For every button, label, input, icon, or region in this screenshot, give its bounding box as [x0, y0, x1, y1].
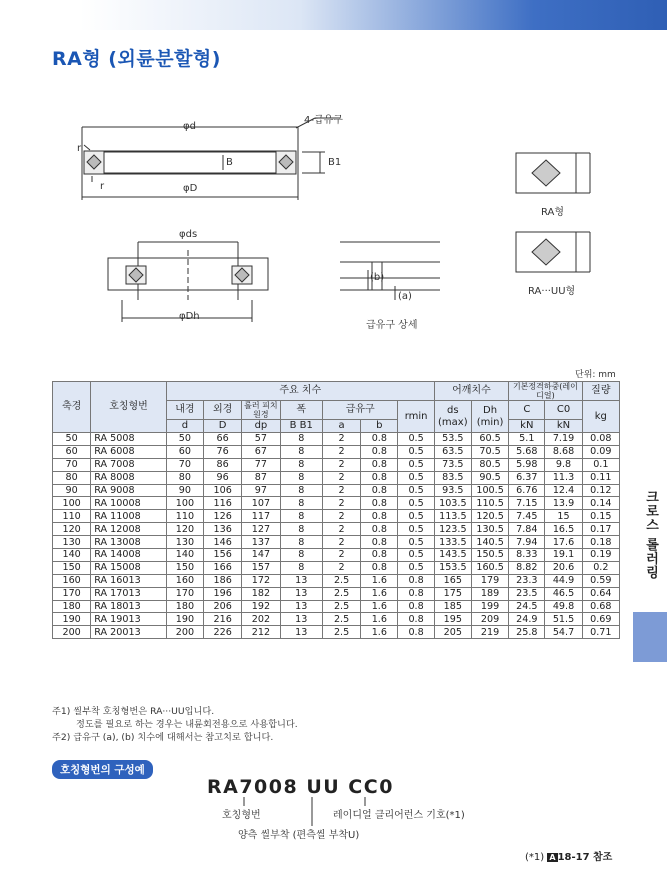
col-load-rating: 기본정격하중(레이디얼): [509, 382, 582, 401]
col-inner: 내경: [166, 401, 203, 420]
table-cell: 90: [53, 484, 91, 497]
table-cell: 130: [53, 536, 91, 549]
table-cell: 160.5: [471, 561, 508, 574]
table-cell: 123.5: [434, 523, 471, 536]
col-kg: kg: [582, 401, 619, 433]
table-cell: 153.5: [434, 561, 471, 574]
table-cell: 5.1: [509, 433, 545, 446]
col-mass: 질량: [582, 382, 619, 401]
table-cell: 60: [166, 445, 203, 458]
table-cell: 0.11: [582, 471, 619, 484]
col-rmin: rmin: [398, 401, 434, 433]
label-ra-type: RA형: [541, 207, 565, 218]
table-cell: 140: [53, 549, 91, 562]
table-cell: 44.9: [545, 574, 582, 587]
table-cell: 212: [242, 626, 280, 639]
side-tab-marker: [633, 612, 667, 662]
table-cell: 50: [166, 433, 203, 446]
table-row: [53, 510, 620, 523]
designation-model-label: 호칭형번: [222, 810, 261, 821]
label-phi-d: φd: [183, 121, 196, 132]
table-cell: 80: [53, 471, 91, 484]
table-cell: 7.94: [509, 536, 545, 549]
col-pitch: 롤러 피치 원경: [242, 401, 280, 420]
col-C: C: [509, 401, 545, 420]
col-b: b: [361, 420, 398, 433]
table-cell: 0.8: [361, 561, 398, 574]
table-cell: 7.45: [509, 510, 545, 523]
table-row: [53, 445, 620, 458]
table-cell: 0.14: [582, 497, 619, 510]
table-cell: 0.8: [398, 574, 434, 587]
table-cell: 0.12: [582, 484, 619, 497]
table-cell: 0.71: [582, 626, 619, 639]
table-cell: 0.8: [398, 626, 434, 639]
table-cell: 8.68: [545, 445, 582, 458]
table-cell: 8: [280, 471, 322, 484]
label-ra-uu-type: RA···UU형: [528, 286, 576, 297]
table-cell: 0.19: [582, 549, 619, 562]
table-cell: 0.8: [361, 445, 398, 458]
table-cell: 175: [434, 587, 471, 600]
side-tab-label: 크로스 롤러링: [643, 490, 658, 580]
table-cell: 73.5: [434, 458, 471, 471]
table-cell: 13: [280, 626, 322, 639]
col-ds: ds (max): [434, 401, 471, 433]
table-cell: 0.8: [361, 471, 398, 484]
table-cell: 23.3: [509, 574, 545, 587]
table-cell: 8.82: [509, 561, 545, 574]
table-cell: 80: [166, 471, 203, 484]
spec-table-body: [53, 433, 620, 639]
table-cell: 0.8: [361, 497, 398, 510]
table-row: [53, 613, 620, 626]
table-cell: 96: [204, 471, 242, 484]
table-cell: 170: [166, 587, 203, 600]
table-cell: 8: [280, 510, 322, 523]
table-cell: 0.5: [398, 536, 434, 549]
table-cell: 13.9: [545, 497, 582, 510]
table-cell: RA 9008: [91, 484, 167, 497]
table-cell: 100: [53, 497, 91, 510]
table-cell: 120: [53, 523, 91, 536]
table-cell: 200: [166, 626, 203, 639]
designation-code: RA7008 UU CC0: [207, 776, 394, 798]
table-cell: 8: [280, 536, 322, 549]
table-cell: 126: [204, 510, 242, 523]
table-cell: 137: [242, 536, 280, 549]
table-cell: 209: [471, 613, 508, 626]
note-1b: 정도를 필요로 하는 경우는 내륜회전용으로 사용합니다.: [76, 719, 298, 730]
table-cell: 0.8: [361, 458, 398, 471]
col-kN2: kN: [545, 420, 582, 433]
table-cell: 103.5: [434, 497, 471, 510]
table-row: [53, 497, 620, 510]
table-cell: 190: [166, 613, 203, 626]
table-cell: RA 15008: [91, 561, 167, 574]
table-cell: 0.8: [398, 600, 434, 613]
table-cell: 0.64: [582, 587, 619, 600]
table-cell: 8: [280, 484, 322, 497]
unit-label: 단위: mm: [575, 370, 616, 380]
table-cell: 54.7: [545, 626, 582, 639]
footnotes: [52, 705, 298, 744]
col-model-no: 호칭형번: [91, 382, 167, 433]
table-cell: 0.5: [398, 549, 434, 562]
table-cell: 2: [322, 445, 360, 458]
table-cell: 8: [280, 497, 322, 510]
table-cell: 70.5: [471, 445, 508, 458]
table-cell: 0.8: [361, 433, 398, 446]
table-cell: 0.8: [361, 549, 398, 562]
table-cell: 90: [166, 484, 203, 497]
page-reference: (*1) A 18-17 참조: [525, 852, 613, 863]
table-cell: 0.59: [582, 574, 619, 587]
table-row: [53, 574, 620, 587]
label-r-bottom: r: [100, 181, 105, 192]
table-cell: 199: [471, 600, 508, 613]
table-cell: 25.8: [509, 626, 545, 639]
table-cell: 200: [53, 626, 91, 639]
note-2: 주2) 급유구 (a), (b) 치수에 대해서는 참고치로 합니다.: [52, 732, 274, 743]
table-cell: RA 14008: [91, 549, 167, 562]
table-cell: 113.5: [434, 510, 471, 523]
table-cell: 219: [471, 626, 508, 639]
table-cell: 60.5: [471, 433, 508, 446]
table-cell: 90.5: [471, 471, 508, 484]
table-cell: RA 5008: [91, 433, 167, 446]
table-cell: 77: [242, 458, 280, 471]
col-dp: dp: [242, 420, 280, 433]
col-kN1: kN: [509, 420, 545, 433]
table-cell: 8: [280, 523, 322, 536]
table-cell: 0.5: [398, 433, 434, 446]
bearing-diagrams: [0, 0, 667, 360]
table-cell: 2.5: [322, 600, 360, 613]
table-cell: 0.17: [582, 523, 619, 536]
table-cell: 80.5: [471, 458, 508, 471]
table-cell: 143.5: [434, 549, 471, 562]
table-row: [53, 471, 620, 484]
table-cell: 6.76: [509, 484, 545, 497]
table-cell: 2.5: [322, 613, 360, 626]
table-cell: 11.3: [545, 471, 582, 484]
table-cell: 160: [53, 574, 91, 587]
table-cell: RA 16013: [91, 574, 167, 587]
table-cell: RA 17013: [91, 587, 167, 600]
table-cell: 150: [166, 561, 203, 574]
table-cell: 70: [166, 458, 203, 471]
table-cell: 2: [322, 549, 360, 562]
table-cell: 140: [166, 549, 203, 562]
table-cell: 0.8: [361, 536, 398, 549]
table-cell: 166: [204, 561, 242, 574]
col-shaft-dia: 축경: [53, 382, 91, 433]
table-cell: 57: [242, 433, 280, 446]
table-cell: 2.5: [322, 587, 360, 600]
table-cell: 2: [322, 471, 360, 484]
table-cell: 196: [204, 587, 242, 600]
table-cell: 12.4: [545, 484, 582, 497]
table-cell: 116: [204, 497, 242, 510]
designation-clearance-label: 레이디얼 클리어런스 기호(*1): [333, 810, 465, 821]
table-cell: 20.6: [545, 561, 582, 574]
table-cell: 1.6: [361, 587, 398, 600]
table-cell: 50: [53, 433, 91, 446]
table-cell: 226: [204, 626, 242, 639]
table-cell: 150: [53, 561, 91, 574]
table-cell: RA 12008: [91, 523, 167, 536]
label-oil-groove: 4-급유구: [304, 115, 343, 126]
table-cell: 70: [53, 458, 91, 471]
col-D: D: [204, 420, 242, 433]
table-cell: 66: [204, 433, 242, 446]
table-cell: 0.15: [582, 510, 619, 523]
table-cell: 2: [322, 536, 360, 549]
table-cell: 206: [204, 600, 242, 613]
table-row: [53, 433, 620, 446]
table-cell: 110: [53, 510, 91, 523]
table-cell: 5.68: [509, 445, 545, 458]
table-cell: 182: [242, 587, 280, 600]
table-cell: 1.6: [361, 574, 398, 587]
note-1: 주1) 씰부착 호칭형번은 RA···UU입니다.: [52, 706, 215, 717]
table-cell: RA 20013: [91, 626, 167, 639]
table-cell: 140.5: [471, 536, 508, 549]
table-row: [53, 536, 620, 549]
table-cell: 23.5: [509, 587, 545, 600]
table-cell: RA 6008: [91, 445, 167, 458]
table-cell: 130.5: [471, 523, 508, 536]
table-cell: RA 19013: [91, 613, 167, 626]
label-phi-D: φD: [183, 183, 198, 194]
designation-seal-label: 양측 씰부착 (편측씰 부착U): [238, 830, 360, 841]
label-b: (b): [370, 272, 385, 283]
table-row: [53, 484, 620, 497]
table-cell: 100.5: [471, 484, 508, 497]
table-cell: 2: [322, 523, 360, 536]
table-cell: 0.8: [361, 484, 398, 497]
designation-badge: 호칭형번의 구성예: [52, 760, 153, 779]
table-cell: 0.68: [582, 600, 619, 613]
table-cell: 0.2: [582, 561, 619, 574]
col-BB1: B B1: [280, 420, 322, 433]
table-cell: 46.5: [545, 587, 582, 600]
table-cell: 0.69: [582, 613, 619, 626]
table-cell: RA 7008: [91, 458, 167, 471]
table-row: [53, 523, 620, 536]
table-cell: 0.5: [398, 458, 434, 471]
table-cell: 19.1: [545, 549, 582, 562]
table-cell: 192: [242, 600, 280, 613]
table-cell: 165: [434, 574, 471, 587]
table-cell: 8.33: [509, 549, 545, 562]
page-title: RA형 (외륜분할형): [52, 48, 221, 70]
col-C0: C0: [545, 401, 582, 420]
table-cell: 0.5: [398, 561, 434, 574]
table-cell: RA 10008: [91, 497, 167, 510]
table-cell: 180: [166, 600, 203, 613]
table-cell: 157: [242, 561, 280, 574]
table-cell: 0.8: [398, 587, 434, 600]
table-cell: 136: [204, 523, 242, 536]
table-cell: 133.5: [434, 536, 471, 549]
table-cell: 0.18: [582, 536, 619, 549]
table-cell: 110: [166, 510, 203, 523]
table-cell: 17.6: [545, 536, 582, 549]
page-ref-icon: A: [549, 853, 556, 862]
table-cell: 8: [280, 458, 322, 471]
table-cell: 0.8: [361, 523, 398, 536]
col-main-dims: 주요 치수: [166, 382, 434, 401]
table-cell: 13: [280, 574, 322, 587]
table-cell: 6.37: [509, 471, 545, 484]
table-cell: 2: [322, 561, 360, 574]
label-phi-ds: φds: [179, 229, 198, 240]
table-cell: 130: [166, 536, 203, 549]
label-B: B: [226, 157, 233, 168]
table-cell: 49.8: [545, 600, 582, 613]
table-cell: 170: [53, 587, 91, 600]
table-cell: 150.5: [471, 549, 508, 562]
table-cell: 0.09: [582, 445, 619, 458]
table-cell: 110.5: [471, 497, 508, 510]
table-row: [53, 549, 620, 562]
table-cell: 97: [242, 484, 280, 497]
table-cell: 86: [204, 458, 242, 471]
table-cell: RA 8008: [91, 471, 167, 484]
table-cell: 0.5: [398, 497, 434, 510]
table-cell: 0.8: [361, 510, 398, 523]
table-cell: 0.5: [398, 510, 434, 523]
table-cell: 5.98: [509, 458, 545, 471]
table-cell: 7.15: [509, 497, 545, 510]
table-cell: 195: [434, 613, 471, 626]
table-cell: 87: [242, 471, 280, 484]
table-cell: 1.6: [361, 613, 398, 626]
table-cell: 2: [322, 497, 360, 510]
table-cell: 60: [53, 445, 91, 458]
table-cell: 8: [280, 433, 322, 446]
table-cell: 24.9: [509, 613, 545, 626]
col-width: 폭: [280, 401, 322, 420]
col-outer: 외경: [204, 401, 242, 420]
label-r-top: r: [77, 143, 82, 154]
table-cell: 2: [322, 484, 360, 497]
table-cell: 83.5: [434, 471, 471, 484]
table-cell: 186: [204, 574, 242, 587]
table-cell: 76: [204, 445, 242, 458]
table-cell: 8: [280, 445, 322, 458]
table-cell: 189: [471, 587, 508, 600]
table-cell: 13: [280, 600, 322, 613]
table-cell: 100: [166, 497, 203, 510]
table-cell: RA 11008: [91, 510, 167, 523]
table-cell: 51.5: [545, 613, 582, 626]
table-cell: 1.6: [361, 626, 398, 639]
table-cell: 107: [242, 497, 280, 510]
table-cell: 8: [280, 549, 322, 562]
table-cell: 16.5: [545, 523, 582, 536]
table-cell: 120: [166, 523, 203, 536]
table-cell: 179: [471, 574, 508, 587]
table-cell: 9.8: [545, 458, 582, 471]
table-cell: 106: [204, 484, 242, 497]
label-B1: B1: [328, 157, 342, 168]
table-cell: 7.84: [509, 523, 545, 536]
table-row: [53, 458, 620, 471]
table-cell: 2: [322, 433, 360, 446]
col-shoulder: 어깨치수: [434, 382, 508, 401]
col-oil-hole: 급유구: [322, 401, 398, 420]
table-cell: 160: [166, 574, 203, 587]
table-row: [53, 626, 620, 639]
table-cell: 205: [434, 626, 471, 639]
table-cell: 2: [322, 510, 360, 523]
table-cell: 7.19: [545, 433, 582, 446]
table-cell: RA 18013: [91, 600, 167, 613]
table-row: [53, 587, 620, 600]
label-oil-detail: 급유구 상세: [366, 320, 418, 331]
label-phi-Dh: φDh: [179, 311, 200, 322]
table-cell: 0.08: [582, 433, 619, 446]
table-cell: 190: [53, 613, 91, 626]
table-cell: 15: [545, 510, 582, 523]
table-row: [53, 561, 620, 574]
table-cell: 127: [242, 523, 280, 536]
table-cell: 156: [204, 549, 242, 562]
label-a: (a): [398, 291, 412, 302]
col-a: a: [322, 420, 360, 433]
spec-table: [52, 381, 620, 639]
table-cell: 2.5: [322, 626, 360, 639]
table-cell: 117: [242, 510, 280, 523]
table-cell: 147: [242, 549, 280, 562]
table-cell: 0.5: [398, 471, 434, 484]
table-cell: 8: [280, 561, 322, 574]
table-cell: 2.5: [322, 574, 360, 587]
table-cell: 2: [322, 458, 360, 471]
table-cell: 0.5: [398, 484, 434, 497]
table-cell: 0.5: [398, 523, 434, 536]
table-cell: RA 13008: [91, 536, 167, 549]
table-row: [53, 600, 620, 613]
table-cell: 13: [280, 613, 322, 626]
table-cell: 13: [280, 587, 322, 600]
col-d: d: [166, 420, 203, 433]
table-cell: 172: [242, 574, 280, 587]
table-cell: 67: [242, 445, 280, 458]
table-cell: 1.6: [361, 600, 398, 613]
table-cell: 0.5: [398, 445, 434, 458]
table-cell: 63.5: [434, 445, 471, 458]
table-cell: 93.5: [434, 484, 471, 497]
table-cell: 53.5: [434, 433, 471, 446]
table-cell: 185: [434, 600, 471, 613]
table-cell: 180: [53, 600, 91, 613]
col-Dh: Dh (min): [471, 401, 508, 433]
table-cell: 146: [204, 536, 242, 549]
table-cell: 24.5: [509, 600, 545, 613]
table-cell: 202: [242, 613, 280, 626]
table-cell: 0.1: [582, 458, 619, 471]
table-cell: 216: [204, 613, 242, 626]
table-cell: 120.5: [471, 510, 508, 523]
table-cell: 0.8: [398, 613, 434, 626]
